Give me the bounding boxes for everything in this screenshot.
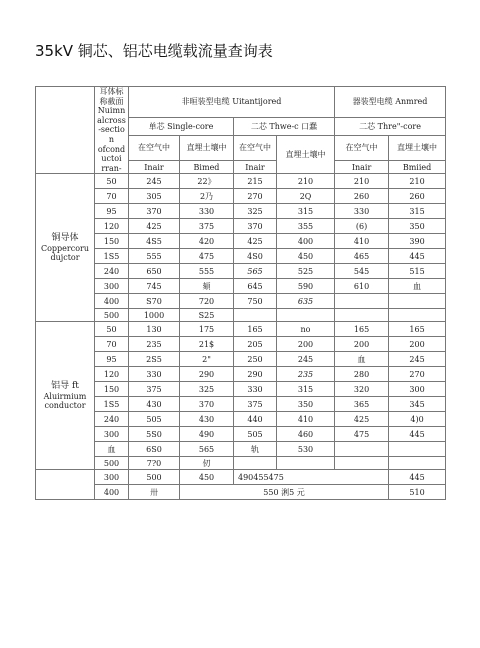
table-cell: 250: [234, 352, 277, 367]
table-cell: 440: [234, 412, 277, 427]
col-in-air: 在空气中: [129, 136, 180, 161]
table-cell: 365: [335, 397, 389, 412]
table-cell: 轨: [234, 442, 277, 457]
table-cell: 430: [180, 412, 234, 427]
table-cell: 325: [180, 382, 234, 397]
unarmored-header: 非晅装型电缆 Uitantijored: [129, 87, 335, 118]
table-cell: 425: [335, 412, 389, 427]
table-cell: 1000: [129, 309, 180, 322]
table-cell: 300: [95, 279, 129, 294]
col-buried: 直埋土壤中: [389, 136, 446, 161]
table-cell: 750: [234, 294, 277, 309]
table-cell: 300: [389, 382, 446, 397]
table-cell: 450: [277, 249, 335, 264]
table-cell: 4)0: [389, 412, 446, 427]
table-cell: 375: [234, 397, 277, 412]
table-cell: 血: [389, 279, 446, 294]
table-cell: 210: [389, 174, 446, 189]
table-cell: 70: [95, 189, 129, 204]
table-cell: 260: [335, 189, 389, 204]
table-cell: 515: [389, 264, 446, 279]
table-cell: 325: [234, 204, 277, 219]
aluminum-conductor-label: 铝导 ft Aluirmium conductor: [36, 322, 95, 470]
two-core-header-unarmored: 二芯 Thwe-c 口蠢: [234, 118, 335, 136]
table-cell: 355: [277, 219, 335, 234]
table-cell: 555: [129, 249, 180, 264]
table-cell: 330: [234, 382, 277, 397]
table-cell: 165: [335, 322, 389, 337]
table-cell: 425: [129, 219, 180, 234]
col-bmiied-en: Bmiied: [389, 161, 446, 174]
table-cell: 465: [335, 249, 389, 264]
table-cell: 165: [389, 322, 446, 337]
table-cell: 120: [95, 219, 129, 234]
col-bimed-en: Bimed: [180, 161, 234, 174]
table-cell: [335, 457, 389, 470]
col-inair-en: Inair: [129, 161, 180, 174]
table-cell: 150: [95, 382, 129, 397]
table-cell: no: [277, 322, 335, 337]
table-cell: 165: [234, 322, 277, 337]
table-cell: 200: [389, 337, 446, 352]
table-cell: 475: [335, 427, 389, 442]
table-cell: 175: [180, 322, 234, 337]
table-cell: 2S5: [129, 352, 180, 367]
table-cell: 120: [95, 367, 129, 382]
table-cell: 270: [234, 189, 277, 204]
table-cell: 240: [95, 264, 129, 279]
table-cell: 150: [95, 234, 129, 249]
table-cell: 505: [234, 427, 277, 442]
table-cell: 745: [129, 279, 180, 294]
table-cell: 260: [389, 189, 446, 204]
table-cell: 290: [180, 367, 234, 382]
table-cell: 530: [277, 442, 335, 457]
table-cell: 420: [180, 234, 234, 249]
table-cell: 460: [277, 427, 335, 442]
table-cell: 1S5: [95, 397, 129, 412]
table-cell: 350: [277, 397, 335, 412]
table-cell: 635: [277, 294, 335, 309]
table-cell: 305: [129, 189, 180, 204]
table-cell: 330: [180, 204, 234, 219]
table-cell: 375: [129, 382, 180, 397]
table-cell: 95: [95, 352, 129, 367]
table-cell: 370: [180, 397, 234, 412]
table-cell: 卅: [129, 485, 180, 500]
table-cell: 22》: [180, 174, 234, 189]
table-cell: 370: [234, 219, 277, 234]
table-cell: [389, 309, 446, 322]
table-cell: 50: [95, 322, 129, 337]
table-cell: [234, 457, 277, 470]
two-core-header-armored: 二芯 Thre"-core: [335, 118, 446, 136]
table-cell: [389, 457, 446, 470]
table-cell: 650: [129, 264, 180, 279]
table-cell: 410: [335, 234, 389, 249]
table-cell: 425: [234, 234, 277, 249]
table-cell: 565: [234, 264, 277, 279]
table-cell: 6S0: [129, 442, 180, 457]
table-cell: 490455475: [234, 470, 389, 485]
table-cell: 2": [180, 352, 234, 367]
table-cell: 205: [234, 337, 277, 352]
table-cell: 315: [277, 204, 335, 219]
table-cell: 370: [129, 204, 180, 219]
table-cell: S70: [129, 294, 180, 309]
table-cell: 400: [277, 234, 335, 249]
table-cell: 500: [95, 309, 129, 322]
table-cell: 720: [180, 294, 234, 309]
col-in-air: 在空气中: [335, 136, 389, 161]
table-cell: 345: [389, 397, 446, 412]
table-cell: 315: [277, 382, 335, 397]
table-cell: 235: [277, 367, 335, 382]
table-cell: [389, 294, 446, 309]
col-in-air: 在空气中: [234, 136, 277, 161]
table-cell: 50: [95, 174, 129, 189]
table-cell: 血: [335, 352, 389, 367]
table-cell: 頦: [180, 279, 234, 294]
table-cell: 235: [129, 337, 180, 352]
table-cell: 2乃: [180, 189, 234, 204]
table-cell: 490: [180, 427, 234, 442]
table-cell: 350: [389, 219, 446, 234]
table-cell: 610: [335, 279, 389, 294]
table-cell: [234, 309, 277, 322]
table-cell: 450: [180, 470, 234, 485]
table-cell: 525: [277, 264, 335, 279]
table-cell: 320: [335, 382, 389, 397]
table-cell: 555: [180, 264, 234, 279]
table-cell: 7?0: [129, 457, 180, 470]
table-cell: 475: [180, 249, 234, 264]
table-cell: 200: [335, 337, 389, 352]
single-core-header: 单芯 Single-core: [129, 118, 234, 136]
table-cell: 445: [389, 249, 446, 264]
table-cell: 300: [95, 427, 129, 442]
table-cell: 70: [95, 337, 129, 352]
table-cell: 280: [335, 367, 389, 382]
table-cell: 300: [95, 470, 129, 485]
table-cell: 510: [389, 485, 446, 500]
table-cell: 375: [180, 219, 234, 234]
table-cell: 2Q: [277, 189, 335, 204]
armored-header: 器装型电缆 Anmred: [335, 87, 446, 118]
table-cell: 330: [129, 367, 180, 382]
table-cell: 500: [95, 457, 129, 470]
table-cell: 210: [277, 174, 335, 189]
table-cell: 400: [95, 294, 129, 309]
table-cell: [335, 309, 389, 322]
table-cell: 545: [335, 264, 389, 279]
table-cell: 445: [389, 470, 446, 485]
table-cell: 血: [95, 442, 129, 457]
table-cell: 5S0: [129, 427, 180, 442]
table-cell: [389, 442, 446, 457]
table-cell: 仞: [180, 457, 234, 470]
table-cell: [335, 294, 389, 309]
table-cell: [277, 457, 335, 470]
table-cell: 95: [95, 204, 129, 219]
table-cell: [277, 309, 335, 322]
table-cell: 4S5: [129, 234, 180, 249]
table-cell: 200: [277, 337, 335, 352]
col-buried: 直埋土壤中: [277, 136, 335, 174]
table-cell: 550 浰5 元: [180, 485, 389, 500]
col-inair-en: Inair: [335, 161, 389, 174]
table-cell: 210: [335, 174, 389, 189]
table-cell: 240: [95, 412, 129, 427]
table-cell: [335, 442, 389, 457]
table-cell: 290: [234, 367, 277, 382]
table-cell: 21$: [180, 337, 234, 352]
table-cell: 430: [129, 397, 180, 412]
table-cell: 245: [389, 352, 446, 367]
table-cell: 500: [129, 470, 180, 485]
table-cell: (6): [335, 219, 389, 234]
table-cell: 400: [95, 485, 129, 500]
copper-conductor-label: 铜导体 Coppercoru dujctor: [36, 174, 95, 322]
cross-section-header: 耳体标称截面 Nuimnalcross -section ofconductoi rran-: [95, 87, 129, 174]
table-cell: 445: [389, 427, 446, 442]
table-cell: 645: [234, 279, 277, 294]
page-title: 35kV 铜芯、铝芯电缆载流量查询表: [35, 42, 273, 60]
table-cell: 270: [389, 367, 446, 382]
table-cell: 565: [180, 442, 234, 457]
table-cell: 215: [234, 174, 277, 189]
blank-corner-cell: [36, 87, 95, 174]
ampacity-table: [35, 86, 446, 500]
table-cell: 390: [389, 234, 446, 249]
table-cell: 245: [277, 352, 335, 367]
table-cell: 130: [129, 322, 180, 337]
table-cell: 245: [129, 174, 180, 189]
table-cell: 330: [335, 204, 389, 219]
table-cell: 315: [389, 204, 446, 219]
table-cell: S25: [180, 309, 234, 322]
table-cell: 1S5: [95, 249, 129, 264]
blank-group-cell: [36, 470, 95, 500]
table-cell: 4S0: [234, 249, 277, 264]
table-cell: 410: [277, 412, 335, 427]
table-cell: 590: [277, 279, 335, 294]
table-cell: 505: [129, 412, 180, 427]
col-buried: 直埋土壤中: [180, 136, 234, 161]
col-inair-en: Inair: [234, 161, 277, 174]
